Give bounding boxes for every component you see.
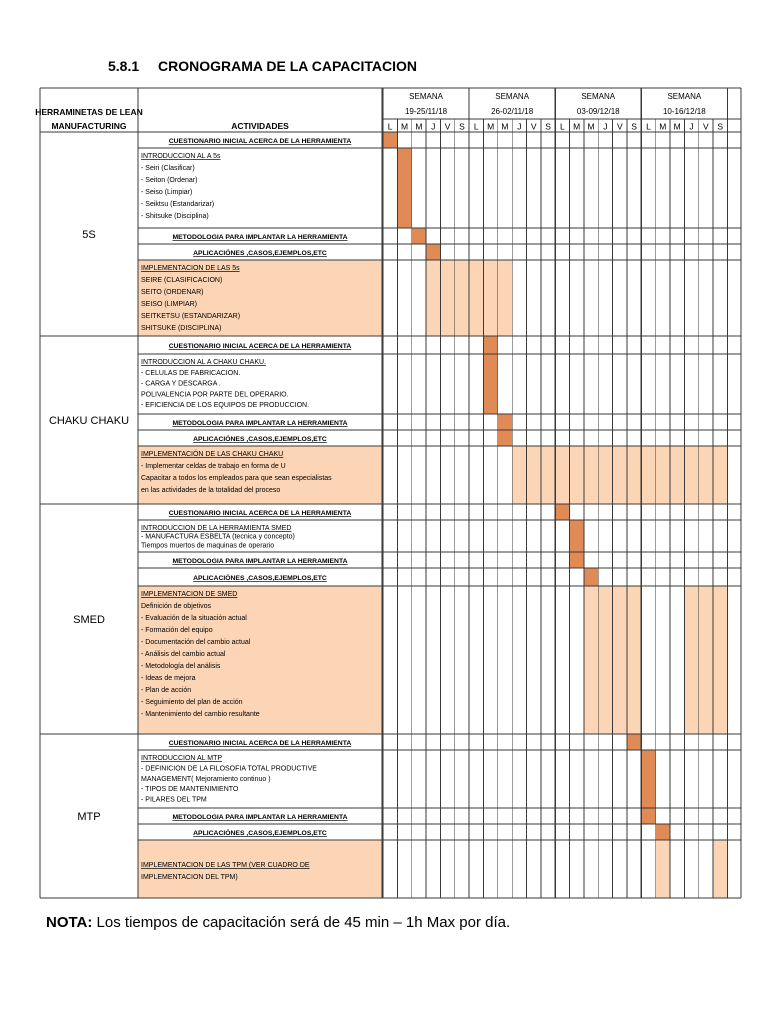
activity-detail: - Seiton (Ordenar) — [141, 177, 198, 184]
schedule-bar — [469, 260, 483, 336]
activity-title: INTRODUCCION AL A CHAKU CHAKU. — [141, 359, 266, 366]
activity-detail: - Shitsuke (Disciplina) — [141, 213, 209, 220]
schedule-bar — [397, 148, 411, 228]
schedule-bar — [627, 586, 641, 734]
day-label: M — [501, 121, 509, 132]
tool-name: MTP — [77, 811, 101, 823]
week-label: SEMANA — [409, 92, 443, 101]
activity-title: APLICACIÓNES ,CASOS,EJEMPLOS,ETC — [193, 436, 327, 443]
schedule-bar — [641, 808, 655, 824]
day-label: M — [573, 121, 581, 132]
activity-detail: - MANUFACTURA ESBELTA (tecnica y concepto) — [141, 533, 295, 541]
activity-detail: MANAGEMENT( Mejoramiento continuo ) — [141, 775, 271, 783]
activity-title: METODOLOGIA PARA IMPLANTAR LA HERRAMIENTA — [172, 814, 348, 821]
activity-detail: - Ideas de mejora — [141, 675, 196, 682]
activity-header: ACTIVIDADES — [231, 121, 289, 131]
activity-detail: - Metodología del análisis — [141, 663, 221, 670]
note-label: NOTA: — [46, 914, 93, 931]
day-label: S — [717, 121, 724, 132]
schedule-bar — [426, 244, 440, 260]
day-label: M — [487, 121, 495, 132]
schedule-bar — [627, 734, 641, 750]
day-label: V — [703, 121, 709, 132]
schedule-bar — [570, 552, 584, 568]
schedule-bar — [570, 446, 584, 504]
activity-detail: - Plan de acción — [141, 687, 192, 694]
schedule-bar — [613, 446, 627, 504]
day-label: V — [530, 121, 537, 132]
schedule-bar — [684, 446, 698, 504]
activity-detail: SEIRE (CLASIFICACION) — [141, 277, 223, 284]
activity-detail: - CARGA Y DESCARGA . — [141, 380, 221, 388]
schedule-bar — [541, 446, 555, 504]
week-dates: 19-25/11/18 — [404, 107, 448, 116]
section-title: CRONOGRAMA DE LA CAPACITACION — [158, 58, 417, 74]
day-label: J — [603, 121, 608, 132]
activity-detail: SEITO (ORDENAR) — [141, 289, 204, 296]
activity-detail: POLIVALENCIA POR PARTE DEL OPERARIO. — [141, 391, 289, 399]
day-label: V — [616, 121, 623, 132]
schedule-bar — [713, 586, 727, 734]
activity-title: METODOLOGIA PARA IMPLANTAR LA HERRAMIENTA — [172, 420, 348, 427]
schedule-bar — [656, 824, 670, 840]
schedule-bar — [527, 446, 541, 504]
activity-detail: Definición de objetivos — [141, 603, 212, 610]
schedule-bar — [584, 568, 598, 586]
activity-title: IMPLEMENTACION DE LAS 5s — [141, 265, 240, 272]
day-label: L — [560, 121, 565, 132]
schedule-bar — [713, 840, 727, 898]
schedule-bar — [699, 446, 713, 504]
schedule-bar — [656, 446, 670, 504]
day-label: J — [517, 121, 522, 132]
activity-title: INTRODUCCION DE LA HERRAMIENTA SMED — [141, 525, 292, 532]
schedule-bar — [627, 446, 641, 504]
day-label: M — [673, 121, 681, 132]
activity-detail: - Análisis del cambio actual — [141, 651, 226, 658]
week-dates: 26-02/11/18 — [491, 107, 534, 116]
activity-detail: - Seguimiento del plan de acción — [141, 699, 243, 706]
schedule-bar — [598, 446, 612, 504]
note-text: Los tiempos de capacitación será de 45 min – 1h Max por día. — [92, 914, 511, 931]
schedule-bar — [570, 520, 584, 552]
day-label: J — [689, 121, 694, 132]
schedule-bar — [656, 840, 670, 898]
schedule-bar — [455, 260, 469, 336]
schedule-bar — [584, 446, 598, 504]
day-label: L — [646, 121, 651, 132]
schedule-bar — [383, 132, 397, 148]
schedule-bar — [498, 414, 512, 430]
activity-detail: - Implementar celdas de trabajo en forma de U — [141, 463, 286, 470]
schedule-bar — [713, 446, 727, 504]
day-label: J — [431, 121, 436, 132]
schedule-bar — [670, 446, 684, 504]
activity-title: IMPLEMENTACION DE LAS TPM (VER CUADRO DE — [141, 862, 310, 869]
activity-detail: - Formación del equipo — [141, 627, 213, 634]
section-number: 5.8.1 — [108, 58, 140, 74]
day-label: L — [387, 121, 393, 132]
schedule-bar — [555, 504, 569, 520]
week-label: SEMANA — [495, 92, 530, 101]
schedule-bar — [412, 228, 426, 244]
activity-detail: SHITSUKE (DISCIPLINA) — [141, 325, 222, 332]
activity-title: CUESTIONARIO INICIAL ACERCA DE LA HERRAMIENTA — [168, 138, 352, 145]
schedule-bar — [699, 586, 713, 734]
activity-detail: - Documentación del cambio actual — [141, 639, 251, 646]
activity-detail: - CELULAS DE FABRICACION. — [141, 369, 241, 377]
activity-title: APLICACIÓNES ,CASOS,EJEMPLOS,ETC — [193, 250, 327, 257]
schedule-bar — [483, 354, 497, 414]
activity-title: IMPLEMENTACION DE SMED — [141, 591, 238, 598]
schedule-bar — [684, 586, 698, 734]
activity-detail: - Seiso (Limpiar) — [141, 189, 193, 196]
tool-name: SMED — [73, 614, 105, 626]
activity-detail: IMPLEMENTACION DEL TPM) — [141, 874, 238, 881]
day-label: S — [459, 121, 465, 132]
activity-title: CUESTIONARIO INICIAL ACERCA DE LA HERRAMIENTA — [168, 510, 352, 517]
schedule-bar — [584, 586, 598, 734]
activity-title: METODOLOGIA PARA IMPLANTAR LA HERRAMIENTA — [172, 234, 348, 241]
schedule-bar — [498, 430, 512, 446]
activity-title: CUESTIONARIO INICIAL ACERCA DE LA HERRAMIENTA — [168, 343, 352, 350]
day-label: M — [400, 121, 409, 132]
activity-detail: en las actividades de la totalidad del proceso — [141, 487, 281, 494]
day-label: M — [415, 121, 423, 132]
day-label: M — [587, 121, 595, 132]
activity-detail: - Seiktsu (Estandarizar) — [141, 201, 215, 208]
tool-name: 5S — [82, 229, 96, 241]
schedule-bar — [641, 446, 655, 504]
schedule-bar — [555, 446, 569, 504]
schedule-bar — [498, 260, 512, 336]
schedule-bar — [613, 586, 627, 734]
day-label: V — [444, 121, 451, 132]
note — [46, 914, 510, 931]
tool-header: HERRAMINETAS DE LEAN — [35, 107, 143, 117]
activity-detail: Capacitar a todos los empleados para que sean especialistas — [141, 475, 332, 482]
schedule-bar — [641, 750, 655, 808]
activity-detail: - TIPOS DE MANTENIMIENTO — [141, 786, 239, 794]
schedule-bar — [512, 446, 526, 504]
activity-title: CUESTIONARIO INICIAL ACERCA DE LA HERRAMIENTA — [168, 740, 352, 747]
activity-detail: - Evaluación de la situación actual — [141, 615, 247, 622]
week-label: SEMANA — [667, 92, 702, 101]
activity-title: APLICACIÓNES ,CASOS,EJEMPLOS,ETC — [193, 575, 327, 582]
activity-detail: Tiempos muertos de maquinas de operario — [141, 542, 275, 550]
activity-title: INTRODUCCION AL A 5s — [141, 153, 221, 160]
activity-detail: - DEFINICION DE LA FILOSOFIA TOTAL PRODUCTIVE — [141, 765, 317, 773]
activity-detail: - Mantenimiento del cambio resultante — [141, 711, 260, 718]
tool-name: CHAKU CHAKU — [48, 415, 130, 427]
schedule-bar — [426, 260, 440, 336]
week-dates: 10-16/12/18 — [662, 107, 706, 116]
day-label: S — [545, 121, 551, 132]
activity-title: METODOLOGIA PARA IMPLANTAR LA HERRAMIENTA — [172, 558, 348, 565]
schedule-bar — [598, 586, 612, 734]
activity-title: IMPLEMENTACIÓN DE LAS CHAKU CHAKU — [141, 451, 284, 458]
schedule-bar — [483, 260, 497, 336]
day-label: S — [631, 121, 637, 132]
activity-detail: SEISO (LIMPIAR) — [141, 301, 198, 308]
activity-detail: - Seiri (Clasificar) — [141, 165, 195, 172]
day-label: L — [473, 121, 479, 132]
schedule-bar — [483, 336, 497, 354]
activity-title: APLICACIÓNES ,CASOS,EJEMPLOS,ETC — [193, 830, 327, 837]
week-dates: 03-09/12/18 — [576, 107, 620, 116]
activity-cell-fill — [138, 840, 382, 898]
schedule-bar — [440, 260, 454, 336]
day-label: M — [659, 121, 667, 132]
activity-title: INTRODUCCION AL MTP — [141, 755, 223, 762]
activity-detail: SEITKETSU (ESTANDARIZAR) — [141, 313, 241, 320]
tool-header: MANUFACTURING — [51, 121, 127, 131]
week-label: SEMANA — [581, 92, 616, 101]
activity-detail: - PILARES DEL TPM — [141, 796, 207, 804]
activity-detail: - EFICIENCIA DE LOS EQUIPOS DE PRODUCCION. — [141, 402, 310, 410]
